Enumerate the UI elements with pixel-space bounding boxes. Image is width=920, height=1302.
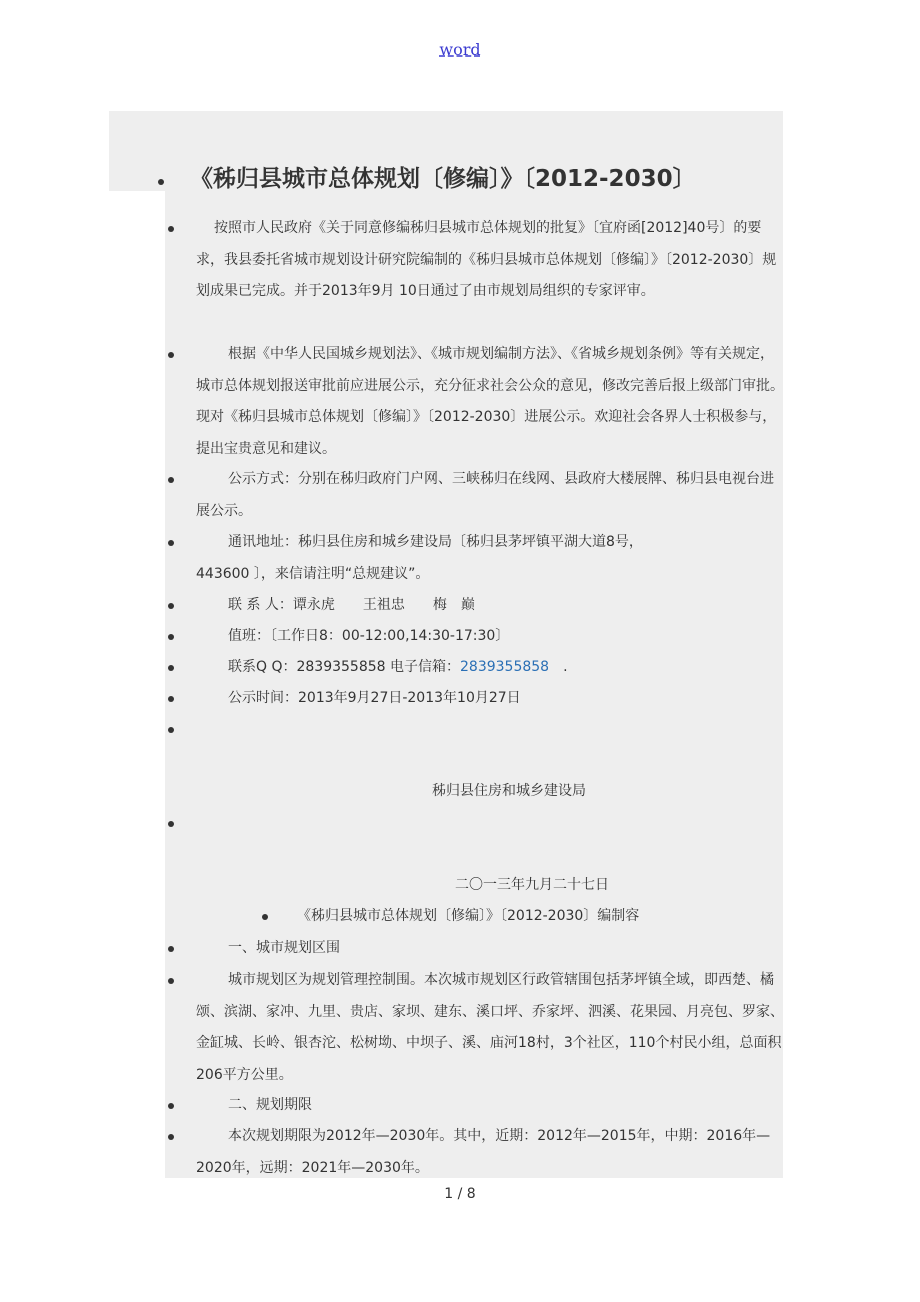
list-item bbox=[196, 339, 786, 465]
email-suffix: . bbox=[549, 659, 568, 675]
contact-qq: 联系Q Q：2839355858 电子信箱： bbox=[228, 659, 461, 675]
signature-org: 秭归县住房和城乡建设局 bbox=[432, 783, 586, 799]
bullet-icon bbox=[168, 946, 174, 952]
bullet-icon bbox=[168, 226, 174, 232]
item-text-continued: 443600 〕，来信请注明“总规建议”。 bbox=[196, 565, 430, 582]
section-subheading: 《秭归县城市总体规划〔修编〕》〔2012-2030〕编制容 bbox=[297, 908, 640, 924]
item-text: 按照市人民政府《关于同意修编秭归县城市总体规划的批复》〔宜府函[2012]40号〕的要求，我县委托省城市规划设计研究院编制的《秭归县城市总体规划〔修编〕》〔2012-2030〕规划成果已完成。并于2013年9月 10日通过了由市规划局组织的专家评审。 bbox=[196, 220, 777, 299]
bullet-icon bbox=[168, 540, 174, 546]
bullet-icon bbox=[158, 179, 164, 185]
section-body: 城市规划区为规划管理控制围。本次城市规划区行政管辖围包括茅坪镇全域，即西楚、橘颂、滨湖、家冲、九里、贵店、家坝、建东、溪口坪、乔家坪、泗溪、花果园、月亮包、罗家、金缸城、长岭、银杏沱、松树坳、中坝子、溪、庙河18村，3个社区，110个村民小组，总面积206平方公里。 bbox=[196, 972, 784, 1083]
signature-date: 二〇一三年九月二十七日 bbox=[455, 877, 609, 893]
item-text: 根据《中华人民国城乡规划法》、《城市规划编制方法》、《省城乡规划条例》等有关规定，城市总体规划报送审批前应进展公示，充分征求社会公众的意见，修改完善后报上级部门审批。现对《秭归县城市总体规划〔修编〕》〔2012-2030〕进展公示。欢迎社会各界人士积极参与，提出宝贵意见和建议。 bbox=[196, 346, 784, 457]
bullet-icon bbox=[168, 727, 174, 733]
list-item bbox=[196, 213, 786, 308]
duty-hours: 值班：〔工作日8：00-12:00,14:30-17:30〕 bbox=[228, 628, 510, 644]
email-link[interactable]: 2839355858 bbox=[460, 659, 550, 675]
list-item bbox=[196, 1121, 786, 1184]
bullet-icon bbox=[168, 821, 174, 827]
list-item bbox=[196, 1090, 786, 1122]
section-heading: 一、城市规划区围 bbox=[228, 940, 340, 956]
bullet-icon bbox=[168, 1103, 174, 1109]
bullet-icon bbox=[168, 634, 174, 640]
list-item bbox=[196, 590, 786, 622]
list-item bbox=[196, 464, 786, 527]
section-heading: 二、规划期限 bbox=[228, 1097, 312, 1113]
bullet-icon bbox=[168, 603, 174, 609]
bullet-icon bbox=[168, 352, 174, 358]
item-text: 公示方式：分别在秭归政府门户网、三峡秭归在线网、县政府大楼展牌、秭归县电视台进展公示。 bbox=[196, 471, 774, 519]
bullet-icon bbox=[168, 978, 174, 984]
contact-persons: 联 系 人：谭永虎 王祖忠 梅 巅 bbox=[228, 597, 475, 613]
header-word-link[interactable]: word bbox=[439, 40, 481, 59]
section-body: 本次规划期限为2012年—2030年。其中，近期：2012年—2015年，中期：2016年—2020年，远期：2021年—2030年。 bbox=[196, 1128, 771, 1176]
list-item bbox=[196, 933, 786, 965]
notice-period: 公示时间：2013年9月27日-2013年10月27日 bbox=[228, 690, 521, 706]
bullet-icon bbox=[168, 696, 174, 702]
list-item bbox=[196, 621, 786, 653]
item-text: 通讯地址：秭归县住房和城乡建设局〔秭归县茅坪镇平湖大道8号， bbox=[228, 534, 643, 550]
document-title: 《秭归县城市总体规划〔修编〕》〔2012-2030〕 bbox=[190, 166, 696, 192]
bullet-icon bbox=[168, 1134, 174, 1140]
bullet-icon bbox=[168, 477, 174, 483]
bullet-icon bbox=[262, 914, 268, 920]
list-item bbox=[196, 527, 786, 590]
list-item bbox=[196, 965, 786, 1091]
bullet-icon bbox=[168, 665, 174, 671]
list-item bbox=[196, 683, 786, 715]
list-item bbox=[196, 652, 786, 684]
page-number: 1 / 8 bbox=[444, 1186, 476, 1202]
